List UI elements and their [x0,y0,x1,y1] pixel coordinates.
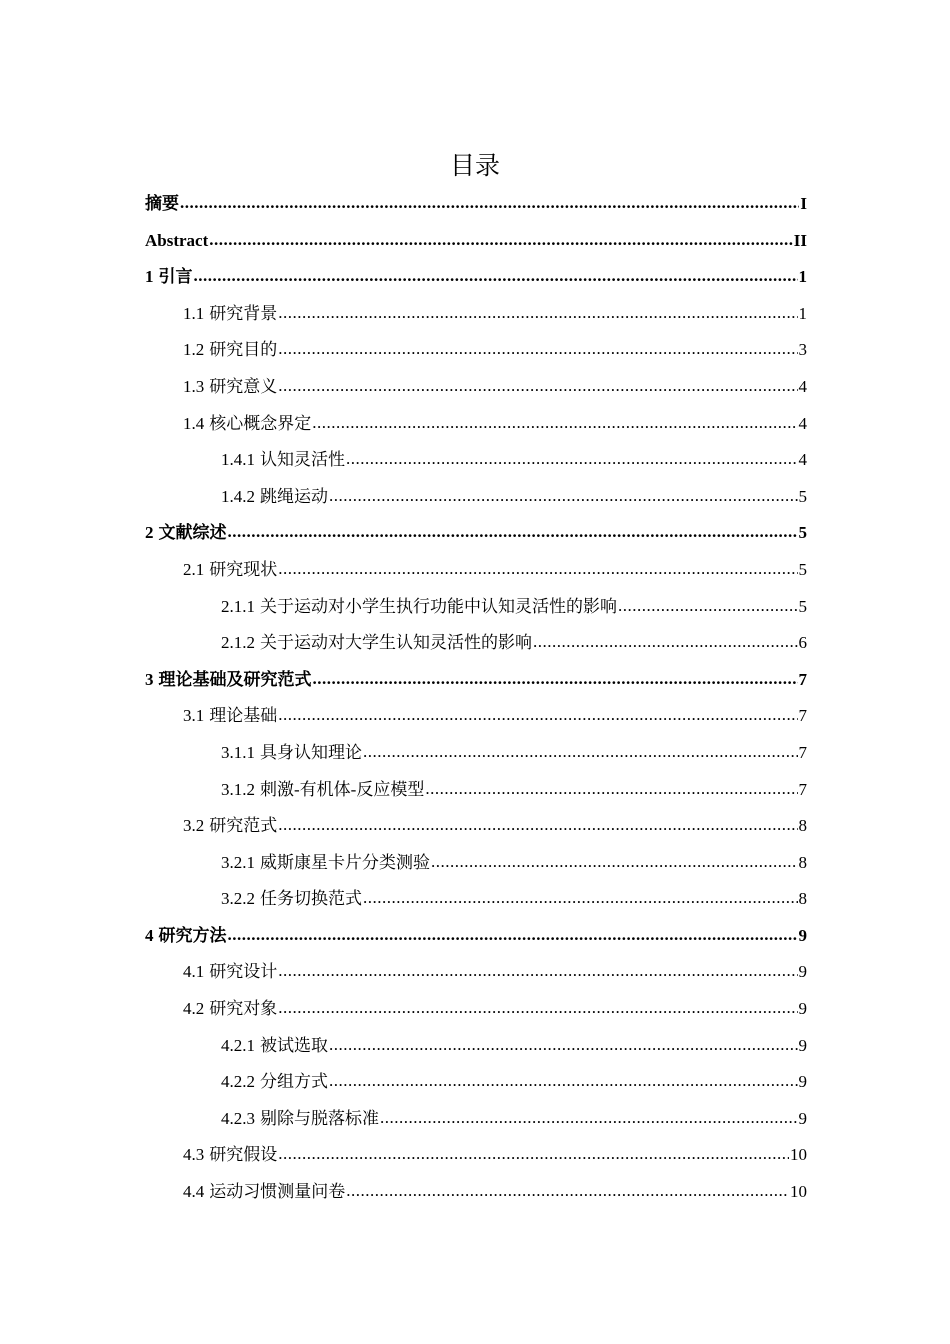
dot-leader [363,734,798,771]
toc-entry-number: 4.2 [183,999,205,1019]
toc-entry-number: 3.2 [183,816,205,836]
dot-leader [278,551,797,588]
toc-entry-title: Abstract [145,230,209,250]
toc-entry-title: 理论基础及研究范式 [158,669,312,689]
toc-entry-number: 2 [145,523,154,543]
toc-entry[interactable] [145,881,807,918]
toc-entry-page-number: 9 [798,925,807,945]
dot-leader [228,514,798,551]
toc-entry-number: 4.3 [183,1145,205,1165]
toc-entry-number: 2.1.2 [221,633,255,653]
toc-entry-number: 1.3 [183,376,205,396]
toc-entry[interactable] [145,662,807,699]
toc-entry-title: 认知灵活性 [260,450,345,470]
toc-entry-page-number: 5 [798,486,807,506]
toc-entry[interactable] [145,954,807,991]
toc-entry-page-number: 8 [798,889,807,909]
toc-entry-page-number: 9 [798,1072,807,1092]
toc-entry-number: 1.4.2 [221,486,255,506]
toc-entry[interactable] [145,772,807,809]
toc-entry-page-number: 8 [798,816,807,836]
dot-leader [180,185,799,222]
toc-entry-page-number: 4 [798,376,807,396]
toc-entry-page-number: 5 [798,523,807,543]
dot-leader [618,588,798,625]
toc-entry-title: 研究目的 [209,340,278,360]
toc-entry-title: 关于运动对大学生认知灵活性的影响 [260,633,532,653]
toc-entry-title: 具身认知理论 [260,742,362,762]
dot-leader [278,295,797,332]
dot-leader [329,478,798,515]
toc-entry-title: 研究现状 [209,559,278,579]
toc-entry-number: 4.2.1 [221,1035,255,1055]
toc-entry-page-number: 7 [798,669,807,689]
toc-entry[interactable] [145,515,807,552]
toc-entry[interactable] [145,552,807,589]
dot-leader [329,1063,798,1100]
toc-entry[interactable] [145,223,807,260]
dot-leader [346,441,798,478]
toc-entry-page-number: 10 [790,1182,807,1202]
toc-entry[interactable] [145,259,807,296]
toc-entry-title: 分组方式 [260,1072,328,1092]
toc-entry-title: 文献综述 [158,523,227,543]
toc-entry[interactable] [145,442,807,479]
toc-entry-number: 1 [145,267,154,287]
toc-entry-title: 运动习惯测量问卷 [209,1182,346,1202]
toc-entry[interactable] [145,698,807,735]
toc-entry-title: 研究设计 [209,962,278,982]
toc-entry[interactable] [145,1028,807,1065]
toc-entry-page-number: II [793,230,807,250]
toc-entry-page-number: 4 [798,413,807,433]
toc-title: 目录 [449,151,500,180]
toc-entry[interactable] [145,808,807,845]
toc-list [145,186,807,1211]
toc-entry[interactable] [145,845,807,882]
toc-entry-title: 刺激-有机体-反应模型 [260,779,425,799]
toc-entry-page-number: 7 [798,779,807,799]
dot-leader [533,624,798,661]
toc-entry-number: 3 [145,669,154,689]
toc-entry[interactable] [145,918,807,955]
toc-entry[interactable] [145,1174,807,1211]
toc-entry-number: 2.1.1 [221,596,255,616]
toc-entry-title: 理论基础 [209,706,278,726]
toc-entry-title: 研究范式 [209,816,278,836]
toc-entry-title: 研究对象 [209,999,278,1019]
toc-entry[interactable] [145,735,807,772]
dot-leader [278,331,797,368]
dot-leader [278,1136,789,1173]
toc-entry-number: 3.2.1 [221,852,255,872]
toc-entry-title: 关于运动对小学生执行功能中认知灵活性的影响 [260,596,617,616]
toc-entry[interactable] [145,1064,807,1101]
toc-entry-page-number: 8 [798,852,807,872]
toc-entry-number: 1.1 [183,303,205,323]
toc-entry-number: 3.1.2 [221,779,255,799]
toc-entry-number: 3.1 [183,706,205,726]
toc-entry-number: 4.2.2 [221,1072,255,1092]
dot-leader [431,844,798,881]
toc-entry-title: 被试选取 [260,1035,328,1055]
dot-leader [278,953,797,990]
toc-entry-number: 4.1 [183,962,205,982]
dot-leader [278,697,797,734]
toc-entry[interactable] [145,369,807,406]
toc-entry-title: 剔除与脱落标准 [260,1108,379,1128]
toc-entry-number: 1.4 [183,413,205,433]
toc-entry-title: 跳绳运动 [260,486,328,506]
toc-entry-number: 1.4.1 [221,450,255,470]
toc-entry-title: 研究方法 [158,925,227,945]
toc-entry-title: 研究假设 [209,1145,278,1165]
toc-entry[interactable] [145,186,807,223]
toc-entry[interactable] [145,991,807,1028]
toc-entry-number: 4.2.3 [221,1108,255,1128]
toc-entry-page-number: 7 [798,706,807,726]
dot-leader [380,1100,798,1137]
toc-entry[interactable] [145,589,807,626]
toc-entry[interactable] [145,625,807,662]
toc-entry-title: 核心概念界定 [209,413,312,433]
toc-entry-page-number: 5 [798,559,807,579]
dot-leader [209,222,793,259]
toc-entry-page-number: 9 [798,962,807,982]
dot-leader [194,258,798,295]
dot-leader [228,917,798,954]
dot-leader [278,807,797,844]
toc-entry[interactable] [145,1101,807,1138]
toc-entry-title: 研究背景 [209,303,278,323]
toc-entry-page-number: 4 [798,450,807,470]
toc-entry-page-number: 1 [798,267,807,287]
dot-leader [346,1173,789,1210]
toc-entry[interactable] [145,406,807,443]
dot-leader [312,405,797,442]
toc-entry-page-number: 6 [798,633,807,653]
toc-entry-page-number: 5 [798,596,807,616]
toc-entry-number: 3.1.1 [221,742,255,762]
toc-entry-title: 引言 [158,267,193,287]
toc-entry-number: 4 [145,925,154,945]
toc-entry-title: 任务切换范式 [260,889,362,909]
toc-entry-number: 2.1 [183,559,205,579]
toc-entry[interactable] [145,296,807,333]
toc-entry[interactable] [145,479,807,516]
dot-leader [363,880,798,917]
toc-entry-page-number: 9 [798,1035,807,1055]
dot-leader [313,661,798,698]
toc-entry-title: 摘要 [145,194,179,213]
dot-leader [329,1027,798,1064]
toc-entry-number: 1.2 [183,340,205,360]
dot-leader [278,990,797,1027]
toc-entry[interactable] [145,1137,807,1174]
toc-entry-page-number: 3 [798,340,807,360]
toc-entry-title: 威斯康星卡片分类测验 [260,852,430,872]
toc-entry-page-number: 9 [798,999,807,1019]
toc-entry-title: 研究意义 [209,376,278,396]
dot-leader [425,771,797,808]
toc-entry-number: 3.2.2 [221,889,255,909]
toc-entry-number: 4.4 [183,1182,205,1202]
toc-entry-page-number: 9 [798,1108,807,1128]
dot-leader [278,368,797,405]
toc-entry-page-number: 1 [798,303,807,323]
toc-entry-page-number: 7 [798,742,807,762]
toc-entry-page-number: I [800,194,807,213]
toc-entry[interactable] [145,332,807,369]
toc-entry-page-number: 10 [790,1145,807,1165]
